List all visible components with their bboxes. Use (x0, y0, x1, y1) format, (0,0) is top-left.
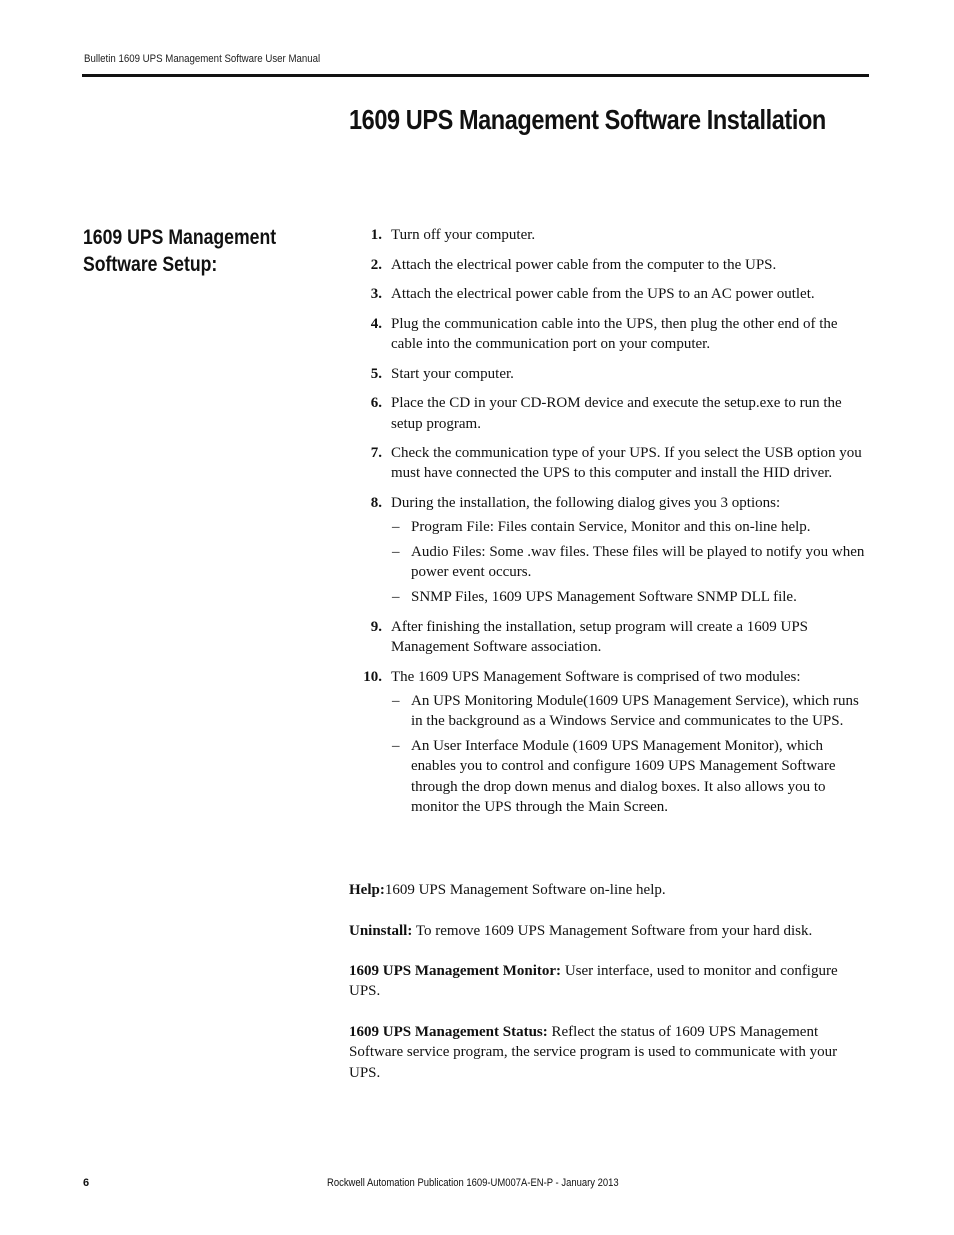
note-paragraph (349, 961, 869, 1002)
sub-item-text: An User Interface Module (1609 UPS Management Monitor), which enables you to control and configure 1609 UPS Management Software through the drop down menus and dialog boxes. It also allows you to monitor the UPS through the Main Screen. (411, 738, 836, 815)
step-number: 2. (370, 256, 382, 273)
sub-list-item (391, 542, 869, 583)
note-label: Help: (349, 882, 385, 898)
sub-item-text: An UPS Monitoring Module(1609 UPS Management Service), which runs in the background as a Windows Service and communicates to the UPS. (411, 693, 859, 730)
step-number: 4. (370, 315, 382, 332)
dash-bullet: – (392, 738, 400, 755)
sub-item-text: SNMP Files, 1609 UPS Management Software SNMP DLL file. (411, 589, 797, 606)
dash-bullet: – (392, 519, 400, 536)
sub-list-item (391, 587, 869, 607)
sub-list-item (391, 736, 869, 817)
step-text: The 1609 UPS Management Software is comprised of two modules: (391, 668, 801, 685)
setup-step (349, 493, 869, 607)
step-text: Turn off your computer. (391, 227, 536, 243)
setup-steps-list (349, 225, 869, 827)
sub-item-text: Program File: Files contain Service, Monitor and this on-line help. (411, 519, 811, 536)
publication-footer: Rockwell Automation Publication 1609-UM007A-EN-P - January 2013 (327, 1177, 619, 1189)
setup-step (349, 364, 869, 384)
step-number: 10. (363, 668, 382, 685)
setup-step (349, 393, 869, 434)
component-notes (349, 880, 869, 1103)
running-header: Bulletin 1609 UPS Management Software User Manual (84, 53, 321, 65)
note-label: 1609 UPS Management Monitor: (349, 963, 562, 980)
step-text: Attach the electrical power cable from the UPS to an AC power outlet. (391, 286, 815, 303)
note-text: User interface, used to monitor and configure UPS. (349, 963, 838, 1000)
setup-step (349, 443, 869, 484)
dash-bullet: – (392, 693, 400, 710)
note-text: 1609 UPS Management Software on-line help. (384, 882, 666, 898)
step-text: After finishing the installation, setup program will create a 1609 UPS Management Software association. (391, 618, 808, 656)
step-number: 3. (370, 286, 382, 303)
page-number: 6 (83, 1177, 90, 1189)
step-number: 5. (370, 365, 382, 382)
step-text: Plug the communication cable into the UPS, then plug the other end of the cable into the communication port on your computer. (391, 315, 838, 353)
step-text: During the installation, the following dialog gives you 3 options: (391, 495, 781, 512)
note-paragraph (349, 921, 869, 941)
step-number: 7. (370, 445, 382, 462)
note-text: Reflect the status of 1609 UPS Management Software service program, the service program is used to communicate with your UPS. (349, 1024, 838, 1081)
step-sub-list (391, 517, 869, 607)
sub-list-item (391, 691, 869, 732)
header-rule (82, 74, 869, 77)
setup-step (349, 225, 869, 245)
step-text: Attach the electrical power cable from the computer to the UPS. (391, 256, 777, 273)
step-number: 9. (370, 618, 382, 635)
setup-step (349, 284, 869, 304)
step-text: Check the communication type of your UPS. If you select the USB option you must have connected the UPS to this computer and install the HID driver. (391, 445, 862, 482)
setup-step (349, 314, 869, 355)
step-number: 8. (370, 495, 382, 512)
dash-bullet: – (392, 544, 400, 561)
step-number: 6. (370, 395, 382, 412)
step-text: Place the CD in your CD-ROM device and execute the setup.exe to run the setup program. (391, 395, 842, 432)
setup-step (349, 617, 869, 658)
setup-step (349, 255, 869, 275)
step-sub-list (391, 691, 869, 817)
note-paragraph (349, 1022, 869, 1083)
setup-step (349, 667, 869, 818)
section-heading: 1609 UPS Management Software Setup: (83, 226, 277, 276)
note-label: Uninstall: (349, 922, 413, 939)
sub-item-text: Audio Files: Some .wav files. These files will be played to notify you when power event occurs. (411, 544, 865, 581)
sub-list-item (391, 517, 869, 537)
step-number: 1. (370, 227, 382, 243)
note-label: 1609 UPS Management Status: (349, 1024, 548, 1041)
step-text: Start your computer. (391, 365, 514, 382)
dash-bullet: – (392, 589, 400, 606)
note-paragraph (349, 880, 869, 900)
note-text: To remove 1609 UPS Management Software from your hard disk. (412, 922, 813, 939)
page-title: 1609 UPS Management Software Installation (349, 104, 826, 135)
